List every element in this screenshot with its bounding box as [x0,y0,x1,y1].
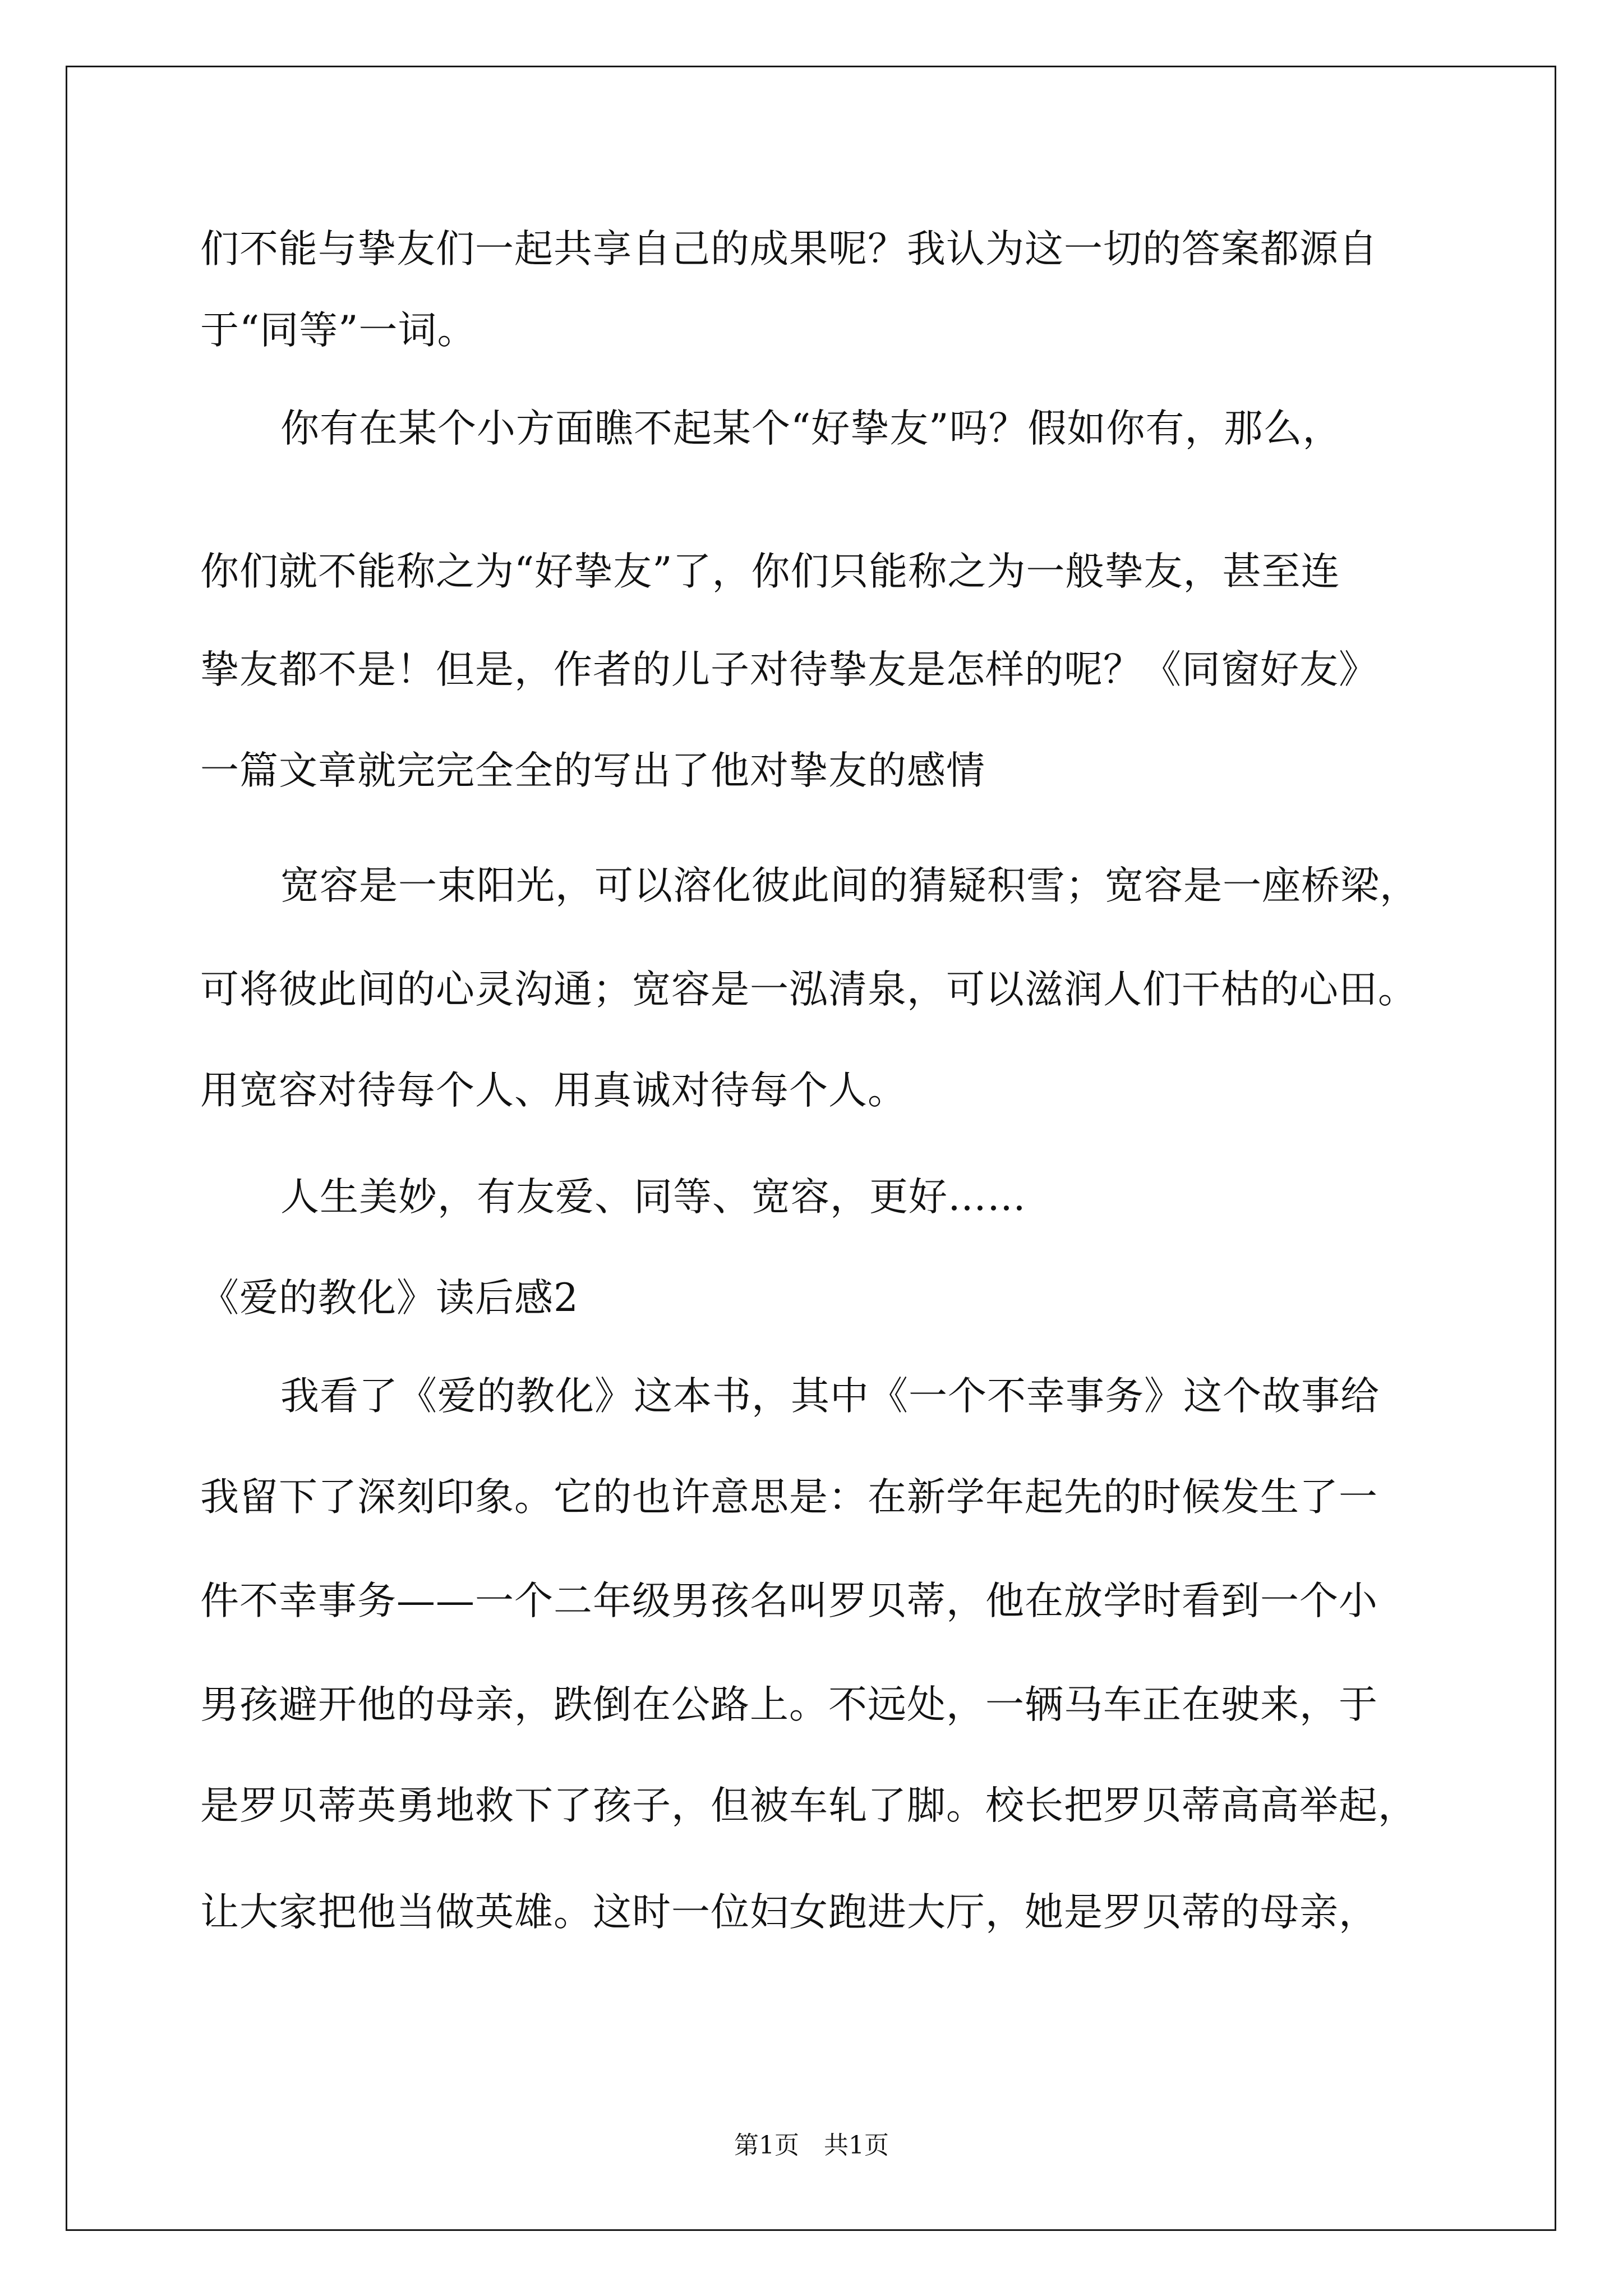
text-line-12: 我看了《爱的教化》这本书，其中《一个不幸事务》这个故事给 [280,1374,1380,1419]
text-line-16: 是罗贝蒂英勇地救下了孩子，但被车轧了脚。校长把罗贝蒂高高举起， [200,1783,1417,1828]
text-line-15: 男孩避开他的母亲，跌倒在公路上。不远处，一辆马车正在驶来，于 [200,1682,1378,1727]
text-line-1: 们不能与挚友们一起共享自己的成果呢？我认为这一切的答案都源自 [200,227,1378,272]
section-heading: 《爱的教化》读后感2 [200,1276,579,1320]
text-line-4: 你们就不能称之为“好挚友”了，你们只能称之为一般挚友，甚至连 [200,549,1340,594]
page-footer: 第1页 共1页 [734,2131,889,2160]
text-line-10: 人生美妙，有友爱、同等、宽容，更好…… [280,1175,1026,1220]
text-line-13: 我留下了深刻印象。它的也许意思是：在新学年起先的时候发生了一 [200,1475,1378,1520]
text-line-7: 宽容是一束阳光，可以溶化彼此间的猜疑积雪；宽容是一座桥梁， [280,863,1419,908]
text-line-8: 可将彼此间的心灵沟通；宽容是一泓清泉，可以滋润人们干枯的心田。 [200,967,1417,1012]
text-line-5: 挚友都不是！但是，作者的儿子对待挚友是怎样的呢？《同窗好友》 [200,647,1378,692]
text-line-2: 于“同等”一词。 [200,308,477,353]
text-line-17: 让大家把他当做英雄。这时一位妇女跑进大厅，她是罗贝蒂的母亲， [200,1890,1378,1935]
text-line-3: 你有在某个小方面瞧不起某个“好挚友”吗？假如你有，那么， [280,406,1342,451]
text-line-9: 用宽容对待每个人、用真诚对待每个人。 [200,1068,907,1113]
text-line-6: 一篇文章就完完全全的写出了他对挚友的感情 [200,748,985,793]
text-line-14: 件不幸事务——一个二年级男孩名叫罗贝蒂，他在放学时看到一个小 [200,1579,1378,1623]
